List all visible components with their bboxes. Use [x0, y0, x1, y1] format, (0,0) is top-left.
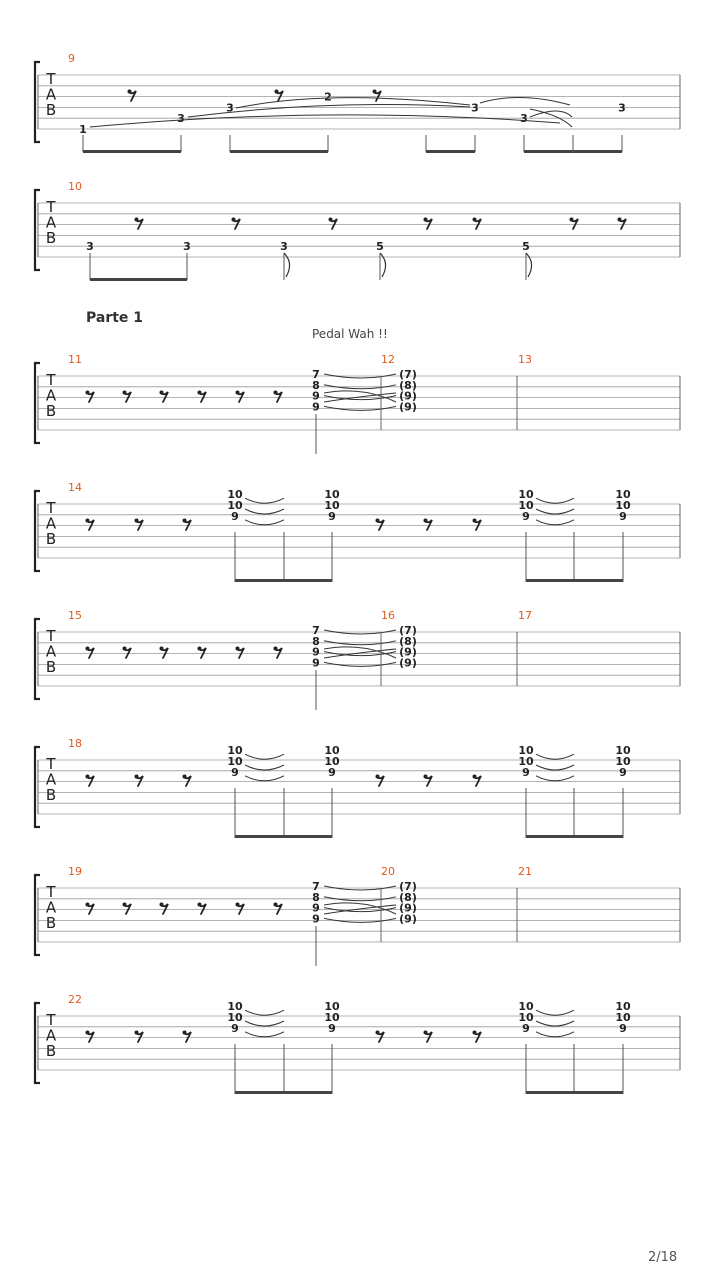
fret-number: 1	[79, 123, 87, 136]
slur	[90, 115, 560, 127]
page-number: 2/18	[648, 1250, 678, 1265]
eighth-rest-dot	[424, 519, 428, 523]
fret-number: 9	[231, 765, 239, 779]
fret-number: (9)	[399, 656, 417, 670]
tie	[245, 776, 284, 781]
fret-number: 3	[86, 240, 94, 254]
beam	[526, 1091, 623, 1094]
beam	[235, 1091, 332, 1094]
eighth-rest-dot	[183, 519, 187, 523]
eighth-rest-dot	[135, 218, 139, 222]
eighth-rest-dot	[86, 903, 90, 907]
bar-number: 16	[381, 609, 395, 622]
eighth-rest-dot	[86, 519, 90, 523]
bar-number: 11	[68, 353, 82, 366]
tab-clef-letter: B	[45, 1042, 57, 1060]
eighth-rest-dot	[160, 903, 164, 907]
beam	[426, 150, 475, 153]
tab-clef-letter: T	[46, 755, 56, 773]
eighth-rest-dot	[123, 647, 127, 651]
eighth-rest-dot	[86, 647, 90, 651]
tab-clef-letter: B	[45, 101, 57, 119]
tab-clef-letter: B	[45, 229, 57, 247]
eighth-rest-dot	[329, 218, 333, 222]
slur	[530, 111, 572, 117]
tie	[536, 765, 574, 770]
fret-number: 10	[518, 755, 534, 768]
fret-number: (7)	[399, 624, 417, 637]
bar-number: 9	[68, 52, 75, 65]
tab-clef-letter: B	[45, 530, 57, 548]
fret-number: (7)	[399, 368, 417, 381]
fret-number: (7)	[399, 880, 417, 893]
tab-clef-letter: A	[45, 898, 57, 917]
fret-number: 10	[324, 488, 340, 502]
fret-number: 10	[324, 755, 340, 768]
tab-clef-letter: T	[46, 198, 56, 216]
beam	[235, 835, 332, 838]
bar-number: 15	[68, 609, 82, 622]
tie	[536, 1032, 574, 1037]
tie	[245, 498, 284, 503]
fret-number: 10	[227, 488, 243, 502]
tab-clef-letter: A	[45, 770, 57, 789]
fret-number: (8)	[399, 634, 417, 648]
bar-number: 14	[68, 481, 82, 494]
beam	[230, 150, 328, 153]
fret-number: 5	[376, 240, 384, 254]
fret-number: 10	[324, 499, 340, 512]
tab-clef-letter: A	[45, 642, 57, 661]
fret-number: 3	[280, 240, 288, 254]
eighth-rest-dot	[160, 391, 164, 395]
fret-number: 3	[183, 240, 191, 254]
eighth-rest-dot	[123, 391, 127, 395]
fret-number: 8	[312, 890, 320, 904]
bar-number: 17	[518, 609, 532, 622]
fret-number: 9	[312, 645, 320, 659]
fret-number: 9	[231, 509, 239, 523]
fret-number: 10	[227, 499, 243, 512]
tie	[536, 1021, 574, 1026]
eighth-rest-dot	[198, 903, 202, 907]
fret-number: 7	[312, 368, 320, 381]
tab-clef-letter: B	[45, 658, 57, 676]
tab-clef-letter: A	[45, 514, 57, 533]
fret-number: 3	[471, 101, 479, 115]
bar-number: 18	[68, 737, 82, 750]
slur	[480, 97, 570, 105]
fret-number: 9	[328, 509, 336, 523]
fret-number: 10	[324, 744, 340, 758]
fret-number: 10	[615, 488, 631, 502]
eighth-rest-dot	[123, 903, 127, 907]
tie	[245, 520, 284, 525]
tab-clef-letter: T	[46, 371, 56, 389]
tab-clef-letter: T	[46, 1011, 56, 1029]
tab-clef-letter: B	[45, 402, 57, 420]
eighth-rest-dot	[473, 775, 477, 779]
tab-clef-letter: A	[45, 1026, 57, 1045]
tab-clef-letter: B	[45, 914, 57, 932]
fret-number: (9)	[399, 389, 417, 403]
fret-number: 10	[518, 1011, 534, 1024]
bar-number: 12	[381, 353, 395, 366]
tie	[536, 754, 574, 759]
tie	[245, 1010, 284, 1015]
fret-number: 9	[328, 765, 336, 779]
bar-number: 19	[68, 865, 82, 878]
eighth-rest-dot	[86, 1031, 90, 1035]
fret-number: 9	[619, 765, 627, 779]
eighth-rest-dot	[424, 1031, 428, 1035]
tab-clef-letter: A	[45, 213, 57, 232]
eighth-rest-dot	[473, 218, 477, 222]
eighth-rest-dot	[424, 218, 428, 222]
fret-number: 10	[227, 1011, 243, 1024]
tab-clef-letter: T	[46, 70, 56, 88]
eighth-rest-dot	[376, 775, 380, 779]
eighth-rest-dot	[275, 90, 279, 94]
tie	[536, 776, 574, 781]
fret-number: 9	[522, 1021, 530, 1035]
eighth-rest-dot	[274, 903, 278, 907]
fret-number: 10	[518, 1000, 534, 1014]
fret-number: 9	[312, 400, 320, 414]
tie	[245, 509, 284, 514]
fret-number: 10	[324, 1011, 340, 1024]
beam	[526, 835, 623, 838]
eighth-rest-dot	[198, 647, 202, 651]
tie	[536, 498, 574, 503]
fret-number: 10	[518, 499, 534, 512]
fret-number: 10	[615, 499, 631, 512]
tie	[245, 754, 284, 759]
eighth-rest-dot	[86, 775, 90, 779]
fret-number: 10	[518, 744, 534, 758]
bar-number: 10	[68, 180, 82, 193]
eighth-rest-dot	[473, 519, 477, 523]
fret-number: 2	[324, 90, 332, 104]
fret-number: 9	[522, 509, 530, 523]
bar-number: 20	[381, 865, 395, 878]
fret-number: 10	[615, 1011, 631, 1024]
eighth-rest-dot	[424, 775, 428, 779]
fret-number: 9	[312, 912, 320, 926]
tab-clef-letter: T	[46, 883, 56, 901]
beam	[90, 278, 187, 281]
eighth-rest-dot	[135, 775, 139, 779]
fret-number: 3	[177, 112, 185, 126]
tie	[245, 1032, 284, 1037]
eighth-rest-dot	[236, 647, 240, 651]
fret-number: 7	[312, 624, 320, 637]
bar-number: 13	[518, 353, 532, 366]
fret-number: (9)	[399, 400, 417, 414]
fret-number: 8	[312, 634, 320, 648]
fret-number: (8)	[399, 378, 417, 392]
fret-number: 9	[328, 1021, 336, 1035]
eighth-rest-dot	[160, 647, 164, 651]
fret-number: 9	[619, 509, 627, 523]
fret-number: 10	[227, 755, 243, 768]
eighth-rest-dot	[376, 1031, 380, 1035]
eighth-rest-dot	[236, 903, 240, 907]
fret-number: (9)	[399, 645, 417, 659]
eighth-rest-dot	[373, 90, 377, 94]
tie	[245, 1021, 284, 1026]
beam	[526, 579, 623, 582]
eighth-rest-dot	[618, 218, 622, 222]
fret-number: 3	[618, 101, 626, 115]
beam	[83, 150, 181, 153]
eighth-rest-dot	[128, 90, 132, 94]
fret-number: 3	[226, 101, 234, 115]
fret-number: 10	[227, 1000, 243, 1014]
fret-number: 9	[312, 389, 320, 403]
eighth-rest-dot	[135, 519, 139, 523]
eighth-rest-dot	[570, 218, 574, 222]
beam	[235, 579, 332, 582]
eighth-rest-dot	[183, 1031, 187, 1035]
eighth-rest-dot	[183, 775, 187, 779]
tie	[536, 520, 574, 525]
fret-number: 8	[312, 378, 320, 392]
tab-clef-letter: T	[46, 499, 56, 517]
fret-number: (9)	[399, 901, 417, 915]
eighth-rest-dot	[135, 1031, 139, 1035]
fret-number: 10	[615, 755, 631, 768]
eighth-rest-dot	[236, 391, 240, 395]
fret-number: 10	[615, 1000, 631, 1014]
slur	[236, 98, 470, 108]
eighth-rest-dot	[86, 391, 90, 395]
eighth-rest-dot	[274, 391, 278, 395]
fret-number: 9	[312, 901, 320, 915]
tie	[536, 509, 574, 514]
fret-number: 9	[522, 765, 530, 779]
fret-number: (8)	[399, 890, 417, 904]
tie	[245, 765, 284, 770]
tie	[536, 1010, 574, 1015]
tab-clef-letter: T	[46, 627, 56, 645]
fret-number: (9)	[399, 912, 417, 926]
eighth-rest-dot	[198, 391, 202, 395]
eighth-rest-dot	[473, 1031, 477, 1035]
fret-number: 10	[227, 744, 243, 758]
fret-number: 9	[619, 1021, 627, 1035]
fret-number: 10	[518, 488, 534, 502]
fret-number: 5	[522, 240, 530, 254]
tab-clef-letter: A	[45, 85, 57, 104]
fret-number: 7	[312, 880, 320, 893]
tab-clef-letter: A	[45, 386, 57, 405]
fret-number: 10	[324, 1000, 340, 1014]
eighth-rest-dot	[274, 647, 278, 651]
eighth-rest-dot	[232, 218, 236, 222]
fret-number: 9	[231, 1021, 239, 1035]
fret-number: 3	[520, 112, 528, 126]
fret-number: 9	[312, 656, 320, 670]
eighth-rest-dot	[376, 519, 380, 523]
tab-clef-letter: B	[45, 786, 57, 804]
bar-number: 22	[68, 993, 82, 1006]
pedal-wah-annotation: Pedal Wah !!	[312, 327, 388, 341]
section-label: Parte 1	[86, 310, 144, 326]
bar-number: 21	[518, 865, 532, 878]
fret-number: 10	[615, 744, 631, 758]
